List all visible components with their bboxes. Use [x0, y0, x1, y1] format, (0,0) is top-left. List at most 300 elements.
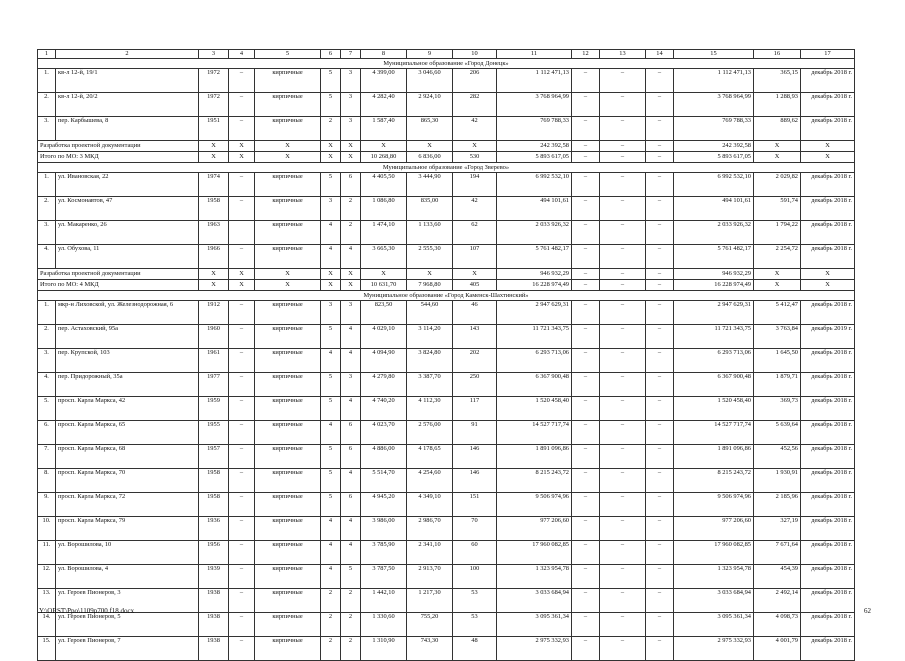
floors-cell: 4: [321, 517, 341, 541]
living-area-cell: 4 254,60: [407, 469, 453, 493]
col-14-cell: –: [646, 613, 674, 637]
floors-cell: 4: [321, 421, 341, 445]
repair-cost-fund-cell: 6 367 900,48: [674, 373, 754, 397]
totals-cell: –: [600, 141, 646, 152]
totals-cell: X: [229, 269, 255, 280]
col-12-cell: –: [572, 589, 600, 613]
col-13-cell: –: [600, 373, 646, 397]
deadline-cell: декабрь 2018 г.: [801, 93, 855, 117]
col-13-cell: –: [600, 589, 646, 613]
residents-cell: 202: [453, 349, 497, 373]
total-area-cell: 4 282,40: [361, 93, 407, 117]
residents-cell: 46: [453, 301, 497, 325]
totals-label: Итого по МО: 3 МКД: [38, 152, 199, 163]
col-13-cell: –: [600, 349, 646, 373]
living-area-cell: 2 555,30: [407, 245, 453, 269]
column-number: 12: [572, 50, 600, 59]
totals-cell: X: [199, 269, 229, 280]
totals-cell: X: [407, 269, 453, 280]
table-row: [38, 373, 855, 397]
totals-row: [38, 269, 855, 280]
repair-cost-cell: 2 033 926,32: [497, 221, 572, 245]
col-13-cell: –: [600, 221, 646, 245]
address-cell: ул. Макаренко, 26: [56, 221, 199, 245]
wall-material-cell: кирпичные: [255, 245, 321, 269]
cost-per-sqm-cell: 4 098,73: [754, 613, 801, 637]
totals-cell: 16 228 974,49: [674, 280, 754, 291]
living-area-cell: 3 114,20: [407, 325, 453, 349]
col-13-cell: –: [600, 517, 646, 541]
col-4-cell: –: [229, 517, 255, 541]
page-number: 62: [864, 607, 871, 615]
col-4-cell: –: [229, 445, 255, 469]
build-year-cell: 1955: [199, 421, 229, 445]
section-header-row: [38, 163, 855, 173]
totals-cell: X: [754, 269, 801, 280]
floors-cell: 5: [321, 397, 341, 421]
entrances-cell: 4: [341, 245, 361, 269]
deadline-cell: декабрь 2018 г.: [801, 445, 855, 469]
repair-cost-fund-cell: 977 206,60: [674, 517, 754, 541]
living-area-cell: 4 178,65: [407, 445, 453, 469]
totals-cell: X: [321, 141, 341, 152]
col-13-cell: –: [600, 93, 646, 117]
totals-cell: X: [255, 280, 321, 291]
residents-cell: 53: [453, 613, 497, 637]
residents-cell: 143: [453, 325, 497, 349]
table-row: [38, 469, 855, 493]
address-cell: просп. Карла Маркса, 65: [56, 421, 199, 445]
col-14-cell: –: [646, 469, 674, 493]
repair-cost-cell: 14 527 717,74: [497, 421, 572, 445]
totals-cell: X: [801, 269, 855, 280]
wall-material-cell: кирпичные: [255, 589, 321, 613]
row-index-cell: 4.: [38, 373, 56, 397]
row-index-cell: 15.: [38, 637, 56, 661]
address-cell: пер. Астаховский, 95а: [56, 325, 199, 349]
wall-material-cell: кирпичные: [255, 637, 321, 661]
totals-cell: 5 893 617,05: [674, 152, 754, 163]
floors-cell: 2: [321, 589, 341, 613]
column-number: 15: [674, 50, 754, 59]
entrances-cell: 3: [341, 69, 361, 93]
living-area-cell: 2 986,70: [407, 517, 453, 541]
total-area-cell: 4 740,20: [361, 397, 407, 421]
build-year-cell: 1951: [199, 117, 229, 141]
total-area-cell: 4 886,00: [361, 445, 407, 469]
build-year-cell: 1938: [199, 637, 229, 661]
build-year-cell: 1960: [199, 325, 229, 349]
floors-cell: 4: [321, 349, 341, 373]
floors-cell: 5: [321, 93, 341, 117]
totals-cell: X: [229, 141, 255, 152]
row-index-cell: 9.: [38, 493, 56, 517]
entrances-cell: 6: [341, 493, 361, 517]
totals-cell: X: [754, 152, 801, 163]
col-12-cell: –: [572, 245, 600, 269]
deadline-cell: декабрь 2018 г.: [801, 469, 855, 493]
table-row: [38, 637, 855, 661]
entrances-cell: 4: [341, 517, 361, 541]
col-14-cell: –: [646, 637, 674, 661]
build-year-cell: 1956: [199, 541, 229, 565]
total-area-cell: 4 279,80: [361, 373, 407, 397]
entrances-cell: 4: [341, 541, 361, 565]
total-area-cell: 4 094,90: [361, 349, 407, 373]
row-index-cell: 2.: [38, 197, 56, 221]
table-row: [38, 565, 855, 589]
repair-cost-cell: 8 215 243,72: [497, 469, 572, 493]
repair-cost-cell: 11 721 343,75: [497, 325, 572, 349]
col-14-cell: –: [646, 445, 674, 469]
total-area-cell: 823,50: [361, 301, 407, 325]
col-14-cell: –: [646, 493, 674, 517]
living-area-cell: 3 444,90: [407, 173, 453, 197]
totals-cell: 6 836,00: [407, 152, 453, 163]
totals-cell: X: [754, 280, 801, 291]
col-13-cell: –: [600, 445, 646, 469]
totals-cell: X: [321, 152, 341, 163]
col-14-cell: –: [646, 589, 674, 613]
housing-registry-sheet: [37, 49, 855, 661]
build-year-cell: 1957: [199, 445, 229, 469]
col-14-cell: –: [646, 565, 674, 589]
table-row: [38, 117, 855, 141]
entrances-cell: 3: [341, 373, 361, 397]
address-cell: мкр-н Лиховской, ул. Железнодорожная, 6: [56, 301, 199, 325]
col-4-cell: –: [229, 173, 255, 197]
col-12-cell: –: [572, 221, 600, 245]
address-cell: ул. Героев Пионеров, 3: [56, 589, 199, 613]
residents-cell: 60: [453, 541, 497, 565]
table-row: [38, 493, 855, 517]
totals-cell: X: [255, 141, 321, 152]
col-4-cell: –: [229, 117, 255, 141]
col-13-cell: –: [600, 541, 646, 565]
col-13-cell: –: [600, 245, 646, 269]
col-4-cell: –: [229, 245, 255, 269]
total-area-cell: 3 787,50: [361, 565, 407, 589]
totals-cell: –: [572, 141, 600, 152]
repair-cost-fund-cell: 14 527 717,74: [674, 421, 754, 445]
entrances-cell: 3: [341, 117, 361, 141]
col-14-cell: –: [646, 541, 674, 565]
deadline-cell: декабрь 2018 г.: [801, 493, 855, 517]
repair-cost-cell: 6 367 900,48: [497, 373, 572, 397]
col-12-cell: –: [572, 93, 600, 117]
totals-cell: X: [321, 269, 341, 280]
address-cell: ул. Ворошилова, 10: [56, 541, 199, 565]
residents-cell: 53: [453, 589, 497, 613]
totals-cell: X: [361, 141, 407, 152]
wall-material-cell: кирпичные: [255, 541, 321, 565]
totals-cell: –: [646, 280, 674, 291]
col-4-cell: –: [229, 69, 255, 93]
column-number: 5: [255, 50, 321, 59]
deadline-cell: декабрь 2018 г.: [801, 245, 855, 269]
row-index-cell: 6.: [38, 421, 56, 445]
build-year-cell: 1974: [199, 173, 229, 197]
table-row: [38, 589, 855, 613]
build-year-cell: 1958: [199, 197, 229, 221]
totals-cell: X: [341, 152, 361, 163]
deadline-cell: декабрь 2018 г.: [801, 565, 855, 589]
living-area-cell: 3 387,70: [407, 373, 453, 397]
totals-row: [38, 280, 855, 291]
repair-cost-fund-cell: 2 947 629,31: [674, 301, 754, 325]
cost-per-sqm-cell: 454,39: [754, 565, 801, 589]
table-row: [38, 613, 855, 637]
row-index-cell: 14.: [38, 613, 56, 637]
table-row: [38, 69, 855, 93]
repair-cost-cell: 2 947 629,31: [497, 301, 572, 325]
totals-cell: –: [600, 152, 646, 163]
wall-material-cell: кирпичные: [255, 93, 321, 117]
table-row: [38, 325, 855, 349]
cost-per-sqm-cell: 1 288,93: [754, 93, 801, 117]
total-area-cell: 4 405,50: [361, 173, 407, 197]
total-area-cell: 4 029,10: [361, 325, 407, 349]
total-area-cell: 4 399,00: [361, 69, 407, 93]
repair-cost-fund-cell: 9 506 974,96: [674, 493, 754, 517]
residents-cell: 194: [453, 173, 497, 197]
address-cell: просп. Карла Маркса, 68: [56, 445, 199, 469]
col-14-cell: –: [646, 349, 674, 373]
build-year-cell: 1958: [199, 493, 229, 517]
floors-cell: 5: [321, 469, 341, 493]
table-row: [38, 541, 855, 565]
floors-cell: 5: [321, 325, 341, 349]
repair-cost-fund-cell: 1 520 458,40: [674, 397, 754, 421]
row-index-cell: 1.: [38, 173, 56, 197]
total-area-cell: 1 086,80: [361, 197, 407, 221]
col-13-cell: –: [600, 325, 646, 349]
column-number: 16: [754, 50, 801, 59]
repair-cost-fund-cell: 17 960 082,85: [674, 541, 754, 565]
totals-cell: X: [801, 152, 855, 163]
totals-cell: 7 968,80: [407, 280, 453, 291]
residents-cell: 107: [453, 245, 497, 269]
row-index-cell: 3.: [38, 349, 56, 373]
floors-cell: 2: [321, 637, 341, 661]
deadline-cell: декабрь 2018 г.: [801, 197, 855, 221]
build-year-cell: 1977: [199, 373, 229, 397]
repair-cost-cell: 977 206,60: [497, 517, 572, 541]
total-area-cell: 1 587,40: [361, 117, 407, 141]
address-cell: пер. Карбышева, 8: [56, 117, 199, 141]
repair-cost-cell: 17 960 082,85: [497, 541, 572, 565]
cost-per-sqm-cell: 369,73: [754, 397, 801, 421]
wall-material-cell: кирпичные: [255, 197, 321, 221]
repair-cost-cell: 5 761 482,17: [497, 245, 572, 269]
wall-material-cell: кирпичные: [255, 469, 321, 493]
col-13-cell: –: [600, 173, 646, 197]
wall-material-cell: кирпичные: [255, 69, 321, 93]
col-12-cell: –: [572, 397, 600, 421]
repair-cost-fund-cell: 11 721 343,75: [674, 325, 754, 349]
living-area-cell: 1 133,60: [407, 221, 453, 245]
column-number: 2: [56, 50, 199, 59]
col-13-cell: –: [600, 397, 646, 421]
build-year-cell: 1938: [199, 613, 229, 637]
repair-cost-fund-cell: 8 215 243,72: [674, 469, 754, 493]
table-row: [38, 197, 855, 221]
table-row: [38, 245, 855, 269]
row-index-cell: 4.: [38, 245, 56, 269]
residents-cell: 282: [453, 93, 497, 117]
cost-per-sqm-cell: 1 879,71: [754, 373, 801, 397]
repair-cost-fund-cell: 3 768 964,99: [674, 93, 754, 117]
row-index-cell: 12.: [38, 565, 56, 589]
floors-cell: 5: [321, 173, 341, 197]
row-index-cell: 3.: [38, 117, 56, 141]
totals-cell: X: [754, 141, 801, 152]
repair-cost-cell: 1 112 471,13: [497, 69, 572, 93]
repair-cost-fund-cell: 1 112 471,13: [674, 69, 754, 93]
cost-per-sqm-cell: 327,19: [754, 517, 801, 541]
residents-cell: 117: [453, 397, 497, 421]
repair-cost-fund-cell: 6 992 532,10: [674, 173, 754, 197]
deadline-cell: декабрь 2018 г.: [801, 397, 855, 421]
build-year-cell: 1939: [199, 565, 229, 589]
deadline-cell: декабрь 2018 г.: [801, 301, 855, 325]
cost-per-sqm-cell: 5 412,47: [754, 301, 801, 325]
col-12-cell: –: [572, 301, 600, 325]
totals-cell: X: [341, 269, 361, 280]
entrances-cell: 4: [341, 469, 361, 493]
row-index-cell: 2.: [38, 93, 56, 117]
col-13-cell: –: [600, 421, 646, 445]
repair-cost-cell: 1 520 458,40: [497, 397, 572, 421]
totals-cell: X: [801, 141, 855, 152]
cost-per-sqm-cell: 5 639,64: [754, 421, 801, 445]
repair-cost-cell: 1 323 954,78: [497, 565, 572, 589]
living-area-cell: 1 217,30: [407, 589, 453, 613]
row-index-cell: 8.: [38, 469, 56, 493]
wall-material-cell: кирпичные: [255, 117, 321, 141]
build-year-cell: 1963: [199, 221, 229, 245]
residents-cell: 206: [453, 69, 497, 93]
residents-cell: 146: [453, 445, 497, 469]
wall-material-cell: кирпичные: [255, 349, 321, 373]
col-4-cell: –: [229, 325, 255, 349]
floors-cell: 5: [321, 493, 341, 517]
col-4-cell: –: [229, 469, 255, 493]
address-cell: пер. Крупской, 103: [56, 349, 199, 373]
row-index-cell: 5.: [38, 397, 56, 421]
wall-material-cell: кирпичные: [255, 301, 321, 325]
entrances-cell: 2: [341, 221, 361, 245]
table-row: [38, 173, 855, 197]
col-4-cell: –: [229, 349, 255, 373]
repair-cost-cell: 769 788,33: [497, 117, 572, 141]
table-body: [38, 50, 855, 661]
column-number: 11: [497, 50, 572, 59]
deadline-cell: декабрь 2018 г.: [801, 613, 855, 637]
floors-cell: 4: [321, 245, 341, 269]
residents-cell: 70: [453, 517, 497, 541]
build-year-cell: 1938: [199, 589, 229, 613]
wall-material-cell: кирпичные: [255, 421, 321, 445]
wall-material-cell: кирпичные: [255, 397, 321, 421]
cost-per-sqm-cell: 2 254,72: [754, 245, 801, 269]
col-14-cell: –: [646, 301, 674, 325]
deadline-cell: декабрь 2018 г.: [801, 589, 855, 613]
entrances-cell: 6: [341, 173, 361, 197]
deadline-cell: декабрь 2018 г.: [801, 349, 855, 373]
entrances-cell: 4: [341, 349, 361, 373]
total-area-cell: 1 474,10: [361, 221, 407, 245]
col-13-cell: –: [600, 69, 646, 93]
entrances-cell: 2: [341, 613, 361, 637]
repair-cost-fund-cell: 6 293 713,06: [674, 349, 754, 373]
row-index-cell: 2.: [38, 325, 56, 349]
col-12-cell: –: [572, 445, 600, 469]
row-index-cell: 1.: [38, 69, 56, 93]
col-13-cell: –: [600, 301, 646, 325]
table-row: [38, 301, 855, 325]
address-cell: кв-л 12-й, 20/2: [56, 93, 199, 117]
column-number: 14: [646, 50, 674, 59]
deadline-cell: декабрь 2018 г.: [801, 637, 855, 661]
col-14-cell: –: [646, 197, 674, 221]
address-cell: кв-л 12-й, 19/1: [56, 69, 199, 93]
row-index-cell: 7.: [38, 445, 56, 469]
build-year-cell: 1966: [199, 245, 229, 269]
col-4-cell: –: [229, 565, 255, 589]
totals-cell: X: [199, 141, 229, 152]
build-year-cell: 1959: [199, 397, 229, 421]
row-index-cell: 3.: [38, 221, 56, 245]
col-14-cell: –: [646, 397, 674, 421]
deadline-cell: декабрь 2018 г.: [801, 541, 855, 565]
totals-cell: 242 392,58: [497, 141, 572, 152]
column-number: 4: [229, 50, 255, 59]
col-4-cell: –: [229, 637, 255, 661]
build-year-cell: 1972: [199, 93, 229, 117]
repair-cost-cell: 2 975 332,93: [497, 637, 572, 661]
totals-cell: –: [572, 269, 600, 280]
living-area-cell: 2 924,10: [407, 93, 453, 117]
deadline-cell: декабрь 2018 г.: [801, 517, 855, 541]
col-12-cell: –: [572, 541, 600, 565]
totals-cell: X: [341, 280, 361, 291]
repair-cost-fund-cell: 494 101,61: [674, 197, 754, 221]
build-year-cell: 1961: [199, 349, 229, 373]
repair-cost-cell: 3 033 684,94: [497, 589, 572, 613]
address-cell: просп. Карла Маркса, 72: [56, 493, 199, 517]
col-4-cell: –: [229, 421, 255, 445]
residents-cell: 42: [453, 117, 497, 141]
entrances-cell: 3: [341, 301, 361, 325]
repair-cost-cell: 6 293 713,06: [497, 349, 572, 373]
build-year-cell: 1936: [199, 517, 229, 541]
column-number: 3: [199, 50, 229, 59]
deadline-cell: декабрь 2018 г.: [801, 373, 855, 397]
repair-cost-fund-cell: 1 323 954,78: [674, 565, 754, 589]
col-12-cell: –: [572, 173, 600, 197]
totals-label: Разработка проектной документации: [38, 269, 199, 280]
col-14-cell: –: [646, 173, 674, 197]
entrances-cell: 6: [341, 445, 361, 469]
col-14-cell: –: [646, 421, 674, 445]
row-index-cell: 11.: [38, 541, 56, 565]
col-4-cell: –: [229, 589, 255, 613]
cost-per-sqm-cell: 1 645,50: [754, 349, 801, 373]
deadline-cell: декабрь 2018 г.: [801, 117, 855, 141]
totals-cell: 405: [453, 280, 497, 291]
totals-cell: X: [453, 141, 497, 152]
